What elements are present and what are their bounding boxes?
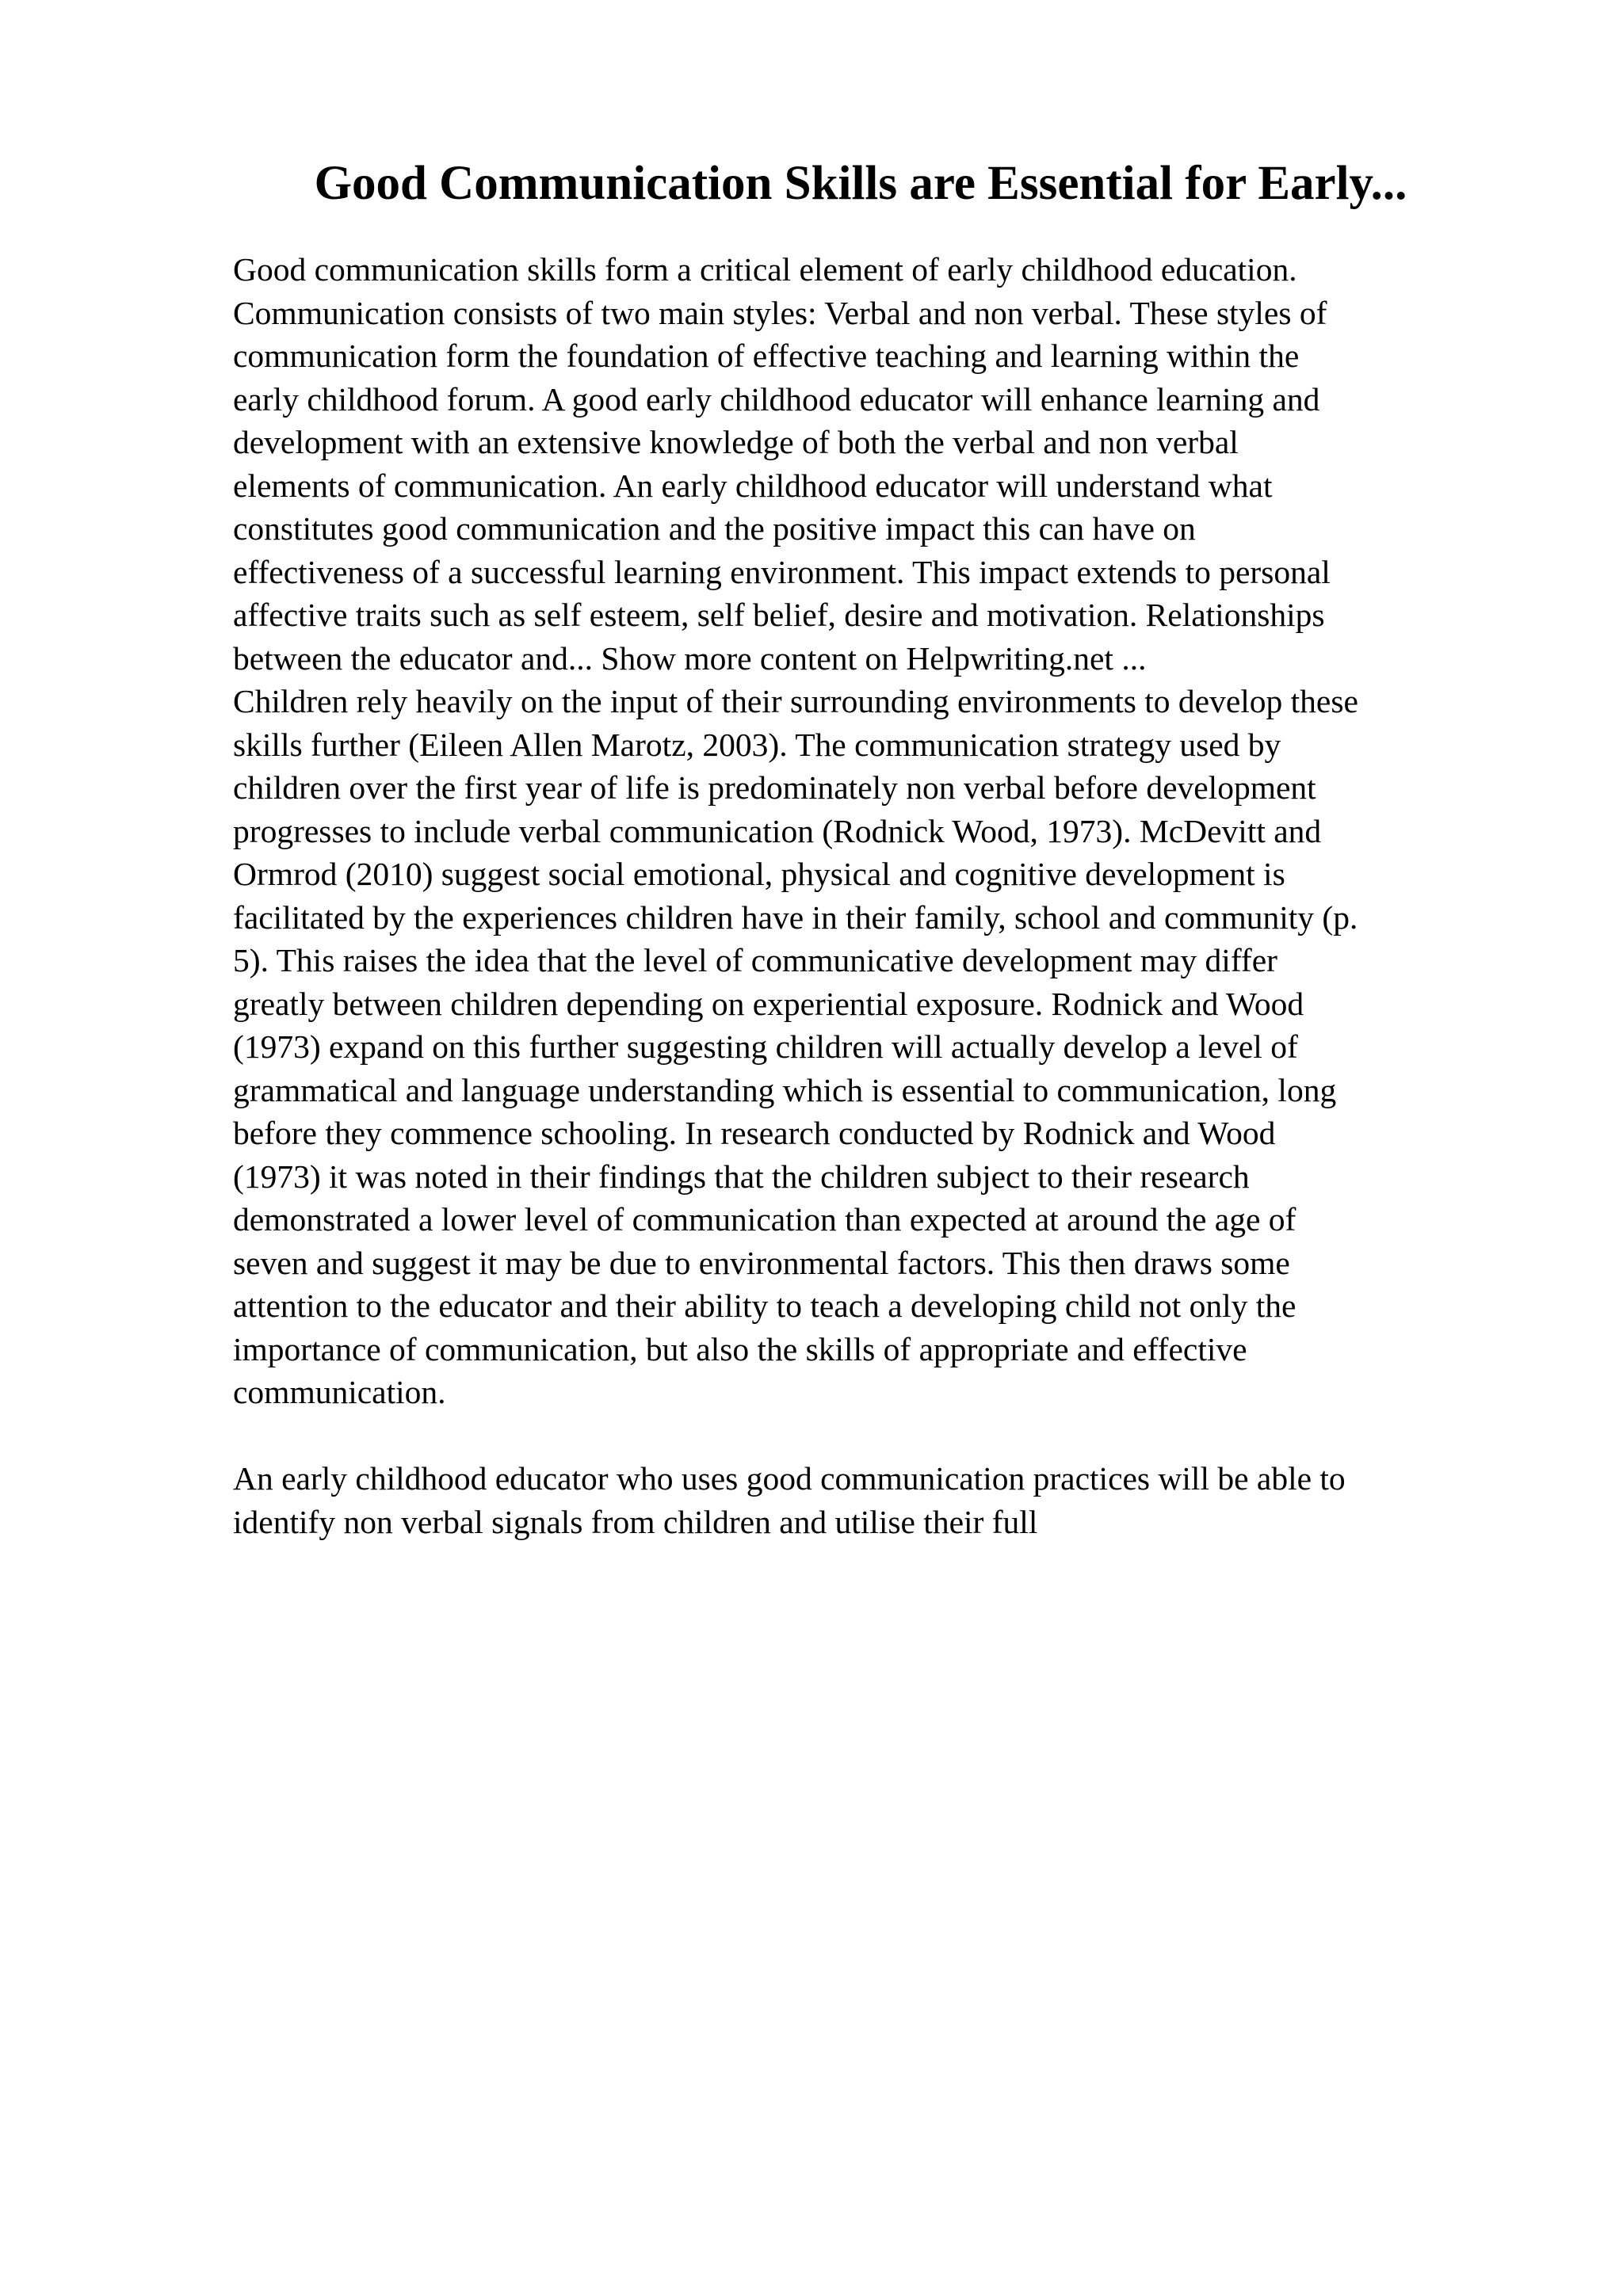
paragraph-2: [233, 680, 1541, 1414]
text-line: (1973) it was noted in their findings that the children subject to their research: [233, 1158, 1250, 1195]
text-line: demonstrated a lower level of communication than expected at around the age of: [233, 1201, 1296, 1238]
paragraph-3: [233, 1457, 1541, 1543]
text-line: 5). This raises the idea that the level of communicative development may differ: [233, 942, 1277, 978]
text-line: An early childhood educator who uses good communication practices will be able to: [233, 1460, 1346, 1497]
text-line: greatly between children depending on experiential exposure. Rodnick and Wood: [233, 985, 1304, 1022]
text-line: grammatical and language understanding which is essential to communication, long: [233, 1071, 1337, 1108]
text-line: progresses to include verbal communication (Rodnick Wood, 1973). McDevitt and: [233, 812, 1322, 849]
paragraph-1: [233, 248, 1541, 680]
text-line: communication form the foundation of effective teaching and learning within the: [233, 338, 1300, 374]
text-line: between the educator and... Show more content on Helpwriting.net ...: [233, 639, 1147, 677]
text-line: skills further (Eileen Allen Marotz, 2003). The communication strategy used by: [233, 726, 1281, 763]
document-title-text: Good Communication Skills are Essential for Early...: [314, 157, 1407, 210]
text-line: Communication consists of two main styles: Verbal and non verbal. These styles of: [233, 294, 1327, 331]
text-line: Children rely heavily on the input of their surrounding environments to develop these: [233, 683, 1358, 719]
text-line: before they commence schooling. In research conducted by Rodnick and Wood: [233, 1115, 1276, 1151]
document-title: [0, 152, 1623, 215]
document-body: [233, 248, 1541, 1543]
text-line: children over the first year of life is predominately non verbal before development: [233, 769, 1316, 806]
text-line: identify non verbal signals from children and utilise their full: [233, 1503, 1038, 1540]
paragraph-gap: [233, 1414, 1541, 1458]
text-line: elements of communication. An early childhood educator will understand what: [233, 467, 1273, 504]
text-line: importance of communication, but also the skills of appropriate and effective: [233, 1330, 1247, 1367]
text-line: attention to the educator and their ability to teach a developing child not only the: [233, 1287, 1296, 1324]
text-line: communication.: [233, 1374, 446, 1410]
text-line: early childhood forum. A good early childhood educator will enhance learning and: [233, 380, 1320, 418]
text-line: (1973) expand on this further suggesting children will actually develop a level of: [233, 1028, 1298, 1065]
text-line: Ormrod (2010) suggest social emotional, physical and cognitive development is: [233, 856, 1285, 892]
text-line: seven and suggest it may be due to environmental factors. This then draws some: [233, 1244, 1290, 1281]
text-line: effectiveness of a successful learning environment. This impact extends to personal: [233, 553, 1331, 590]
text-line: affective traits such as self esteem, self belief, desire and motivation. Relationships: [233, 597, 1325, 633]
text-line: Good communication skills form a critical element of early childhood education.: [233, 251, 1297, 288]
text-line: development with an extensive knowledge of both the verbal and non verbal: [233, 424, 1239, 460]
text-line: constitutes good communication and the positive impact this can have on: [233, 510, 1196, 547]
text-line: facilitated by the experiences children have in their family, school and community (p.: [233, 898, 1358, 936]
